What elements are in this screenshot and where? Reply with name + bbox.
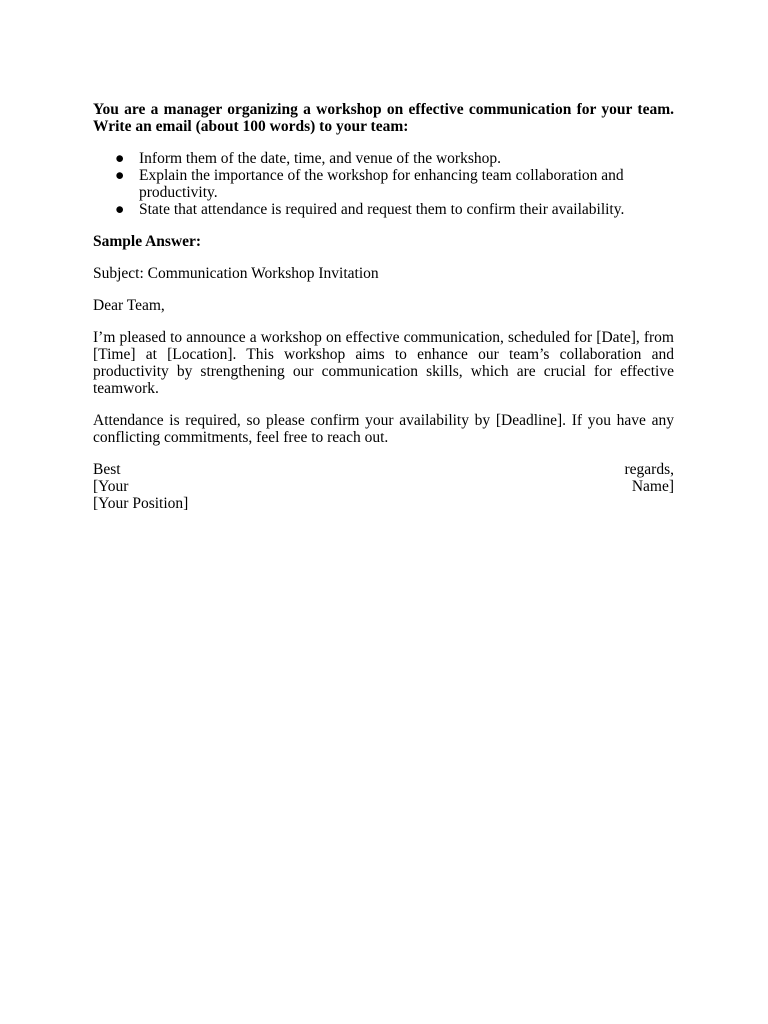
bullet-icon: ● [115, 201, 125, 218]
bullet-icon: ● [115, 150, 125, 167]
list-item-text: Explain the importance of the workshop for enhancing team collaboration and productivity. [139, 167, 624, 201]
signoff-line-2 [93, 478, 674, 495]
signoff-line-1 [93, 461, 674, 478]
signoff-closing-word-2: regards, [624, 461, 674, 478]
task-prompt: You are a manager organizing a workshop on effective communication for your team. Write an email (about 100 words) to your team: [93, 101, 674, 135]
signoff-name-part-2: Name] [631, 478, 674, 495]
list-item [93, 201, 674, 218]
list-item [93, 167, 674, 201]
signoff-closing-word-1: Best [93, 461, 121, 478]
signoff-position: [Your Position] [93, 495, 189, 512]
email-body-paragraph-2: Attendance is required, so please confirm your availability by [Deadline]. If you have any conflicting commitments, feel free to reach out. [93, 412, 674, 446]
email-body-paragraph-1: I’m pleased to announce a workshop on effective communication, scheduled for [Date], from [Time] at [Location]. This workshop aims to enhance our team’s collaboration and productivity by strengthening our communication skills, which are crucial for effective teamwork. [93, 329, 674, 397]
signoff-name-part-1: [Your [93, 478, 129, 495]
email-signoff [93, 461, 674, 512]
email-greeting: Dear Team, [93, 297, 165, 314]
task-requirements-list [93, 150, 674, 218]
list-item-text: State that attendance is required and request them to confirm their availability. [139, 201, 625, 218]
document-page [93, 101, 674, 512]
list-item [93, 150, 674, 167]
email-subject: Subject: Communication Workshop Invitation [93, 265, 379, 282]
list-item-text: Inform them of the date, time, and venue of the workshop. [139, 150, 501, 167]
sample-answer-heading: Sample Answer: [93, 233, 202, 250]
bullet-icon: ● [115, 167, 125, 184]
